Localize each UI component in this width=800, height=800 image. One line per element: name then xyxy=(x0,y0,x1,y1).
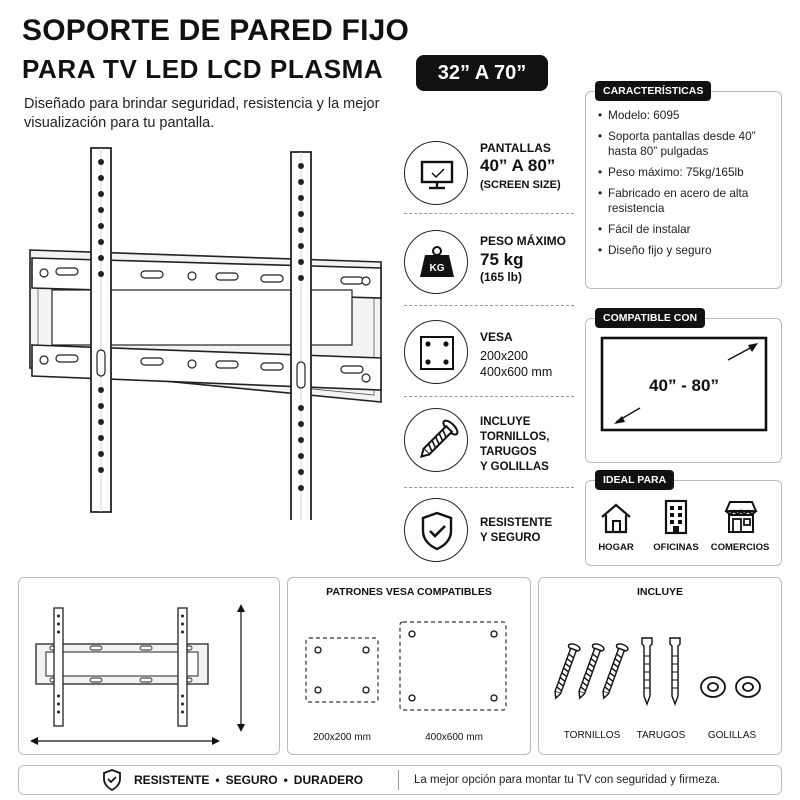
tv-icon xyxy=(404,141,468,205)
size-badge: 32” A 70” xyxy=(416,55,548,91)
includes-label-anchors: TARUGOS xyxy=(636,730,686,741)
feature-weight-note: (165 lb) xyxy=(480,270,523,284)
feature-includes-line1: INCLUYE xyxy=(480,416,531,428)
feature-weight-title: PESO MÁXIMO xyxy=(480,234,567,248)
footer-message: La mejor opción para montar tu TV con seguridad y firmeza. xyxy=(414,774,720,786)
includes-label-screws: TORNILLOS xyxy=(563,730,621,741)
feature-includes-line3: TARUGOS xyxy=(480,446,537,458)
vesa-200x200-pattern xyxy=(304,636,380,704)
weight-icon-label: KG xyxy=(429,263,445,274)
footer-value-safe: SEGURO xyxy=(225,773,278,787)
screw-icon xyxy=(404,408,468,472)
ideal-label-stores: COMERCIOS xyxy=(710,542,770,553)
page-title: SOPORTE DE PARED FIJO xyxy=(22,14,410,47)
ideal-label-offices: OFICINAS xyxy=(653,542,699,553)
feature-weight-value: 75 kg xyxy=(480,250,524,269)
feature-screens-note: (SCREEN SIZE) xyxy=(480,179,561,191)
page-subtitle-title: PARA TV LED LCD PLASMA xyxy=(22,54,384,84)
characteristic-item: • Fácil de instalar xyxy=(598,222,783,237)
feature-includes-line4: Y GOLILLAS xyxy=(480,461,549,473)
description-text: Diseñado para brindar seguridad, resistencia y la mejor visualización para tu pantalla. xyxy=(24,96,380,131)
footer-value-durable: DURADERO xyxy=(293,773,364,787)
weight-icon xyxy=(404,230,468,294)
footer-values xyxy=(134,773,363,787)
washers-icon xyxy=(698,672,764,702)
includes-title: INCLUYE xyxy=(636,586,684,598)
shield-check-icon xyxy=(404,498,468,562)
vesa-patterns-title: PATRONES VESA COMPATIBLES xyxy=(326,586,492,598)
characteristic-item: • Peso máximo: 75kg/165lb xyxy=(598,165,783,180)
bracket-dimensions-drawing xyxy=(30,604,210,732)
anchors-icon xyxy=(632,636,692,708)
includes-label-washers: GOLILLAS xyxy=(707,730,757,741)
characteristic-item: • Modelo: 6095 xyxy=(598,108,783,123)
divider xyxy=(404,213,574,214)
vesa-large-label: 400x600 mm xyxy=(425,732,483,743)
divider xyxy=(404,487,574,488)
vesa-small-label: 200x200 mm xyxy=(313,732,371,743)
characteristic-item: • Diseño fijo y seguro xyxy=(598,243,783,258)
ideal-tab: IDEAL PARA xyxy=(595,470,674,490)
office-building-icon xyxy=(658,498,694,536)
wall-mount-bracket-illustration xyxy=(16,140,396,520)
store-icon xyxy=(722,499,760,535)
house-icon xyxy=(598,500,634,536)
footer-separator: • xyxy=(215,773,220,787)
feature-vesa-large: 400x600 mm xyxy=(480,365,553,379)
feature-includes-line2: TORNILLOS, xyxy=(480,431,550,443)
characteristic-item: • Fabricado en acero de alta resistencia xyxy=(598,186,783,216)
footer-separator: • xyxy=(283,773,288,787)
vesa-400x600-pattern xyxy=(398,620,508,712)
screws-icon xyxy=(552,640,632,706)
footer-divider xyxy=(398,770,399,790)
ideal-label-home: HOGAR xyxy=(598,542,634,553)
vesa-icon xyxy=(404,320,468,384)
feature-resistant-line2: Y SEGURO xyxy=(480,532,541,544)
feature-vesa-small: 200x200 xyxy=(480,349,528,363)
characteristics-list xyxy=(598,108,783,264)
compatible-range: 40” - 80” xyxy=(649,376,719,395)
height-arrow xyxy=(234,604,248,732)
divider xyxy=(404,396,574,397)
footer-value-resistant: RESISTENTE xyxy=(134,773,210,787)
characteristic-item: • Soporta pantallas desde 40” hasta 80” pulgadas xyxy=(598,129,783,159)
compatible-tab: COMPATIBLE CON xyxy=(595,308,705,328)
feature-screens-title: PANTALLAS xyxy=(480,141,551,155)
divider xyxy=(404,305,574,306)
feature-resistant-line1: RESISTENTE xyxy=(480,517,553,529)
feature-vesa-title: VESA xyxy=(480,330,513,344)
shield-check-icon xyxy=(102,769,122,791)
characteristics-tab: CARACTERÍSTICAS xyxy=(595,81,711,101)
feature-screens-range: 40” A 80” xyxy=(480,156,556,175)
width-arrow xyxy=(30,734,220,748)
